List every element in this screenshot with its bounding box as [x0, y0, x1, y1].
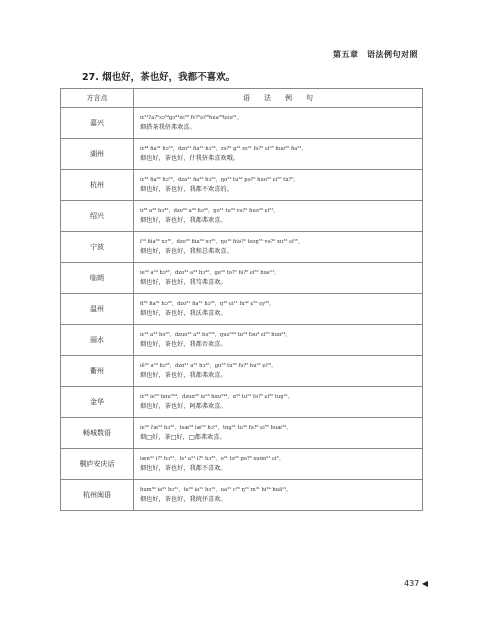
place-name: 畅城数语	[61, 418, 134, 449]
dialect-sentence: 烟也好，茶也好，我都弗欢喜。	[140, 217, 227, 224]
dialect-sentence: 烟也好，茶也好，我都弗欢喜。	[140, 372, 227, 379]
phonetic-transcription: iɪ³³ a³³ hɔ⁴⁵，dzo³³ a³³ hɔ⁴⁵，ŋo¹¹ tu³³ və?² huə³³ ɕi⁵¹。	[140, 208, 279, 214]
example-cell	[134, 232, 423, 263]
dialect-sentence: 烟也好，茶也好，我沃弗喜欢。	[140, 310, 227, 317]
example-cell	[134, 480, 423, 511]
example-cell	[134, 108, 423, 139]
example-cell	[134, 263, 423, 294]
place-name: 金华	[61, 387, 134, 418]
phonetic-transcription: hum³³ ia³¹ hɔ²¹，te³³ ia²¹ hɔ²¹，ua³¹ c²⁵ ŋ²¹ m³¹ hi²⁴ huā²¹。	[140, 487, 292, 493]
table-row	[61, 325, 423, 356]
dialect-sentence: 烟搭茶我侪弗欢喜。	[140, 124, 196, 131]
column-header-place: 方言点	[61, 89, 134, 108]
example-cell	[134, 294, 423, 325]
phonetic-transcription: iɛ²⁴ a³³ hə⁵⁵，dzuo²² a³³ hə⁵⁵⁴，ŋuo⁵⁴⁴ tu²⁴ fəu⁴ ɕi⁵⁵ huɑ²⁴。	[140, 332, 291, 338]
place-name: 丽水	[61, 325, 134, 356]
place-name: 绍兴	[61, 201, 134, 232]
dialect-sentence: 烟也好，茶也好，我都不欢喜的。	[140, 186, 233, 193]
phonetic-transcription: ie³³ a³³ hɔ⁴⁵，dzo³³ a³³ hɔ⁴⁵，ɡe²² tə?⁵ fə?⁵ ɕi⁵³ hue²¹。	[140, 270, 280, 276]
place-name: 宁波	[61, 232, 134, 263]
place-name: 杭州闽语	[61, 480, 134, 511]
table-row	[61, 108, 423, 139]
place-name: 温州	[61, 294, 134, 325]
phonetic-transcription: iɛ³³ ie⁵³ hɑu⁵⁴⁴，dzuɑ³³ ie⁵³ hɑu⁵⁴⁴，ɑ⁵³ tu⁵³ fə?⁵ ɕi⁵⁵ tuŋ²¹。	[140, 394, 293, 400]
phonetic-transcription: iæn³¹ i?⁵ hɔ²¹，ts¹ a³¹ i?⁵ hɔ³⁵，o²¹ tə²⁵ pə?⁵ xuɑn²¹ ɕi⁵。	[140, 456, 284, 462]
table-row	[61, 356, 423, 387]
table-row	[61, 449, 423, 480]
example-cell	[134, 139, 423, 170]
place-name: 衢州	[61, 356, 134, 387]
running-head: 第五章 语法例句对照	[333, 50, 418, 59]
table-row	[61, 263, 423, 294]
table-row	[61, 294, 423, 325]
table-header-row	[61, 89, 423, 108]
phonetic-transcription: ie³³ ʔæ⁵³ hɔ³⁵，tsæ⁵³ læ⁵³ hɔ²¹，tnɡ²¹ tu³³ fə?⁵ ɕi⁵⁵ huæ⁵³。	[140, 425, 292, 431]
example-cell	[134, 201, 423, 232]
dialect-sentence: 烟也好，茶也好，我统伓喜欢。	[140, 496, 227, 503]
table-body	[61, 108, 423, 511]
column-header-examples: 语 法 例 句	[134, 89, 423, 108]
dialect-sentence: 烟也好，茶也好，我笃弗喜欢。	[140, 279, 227, 286]
dialect-table	[60, 88, 423, 511]
phonetic-transcription: fi³³ ɦa³¹ hɔ³⁵，dzo³¹ ɦa³¹ hɔ³⁵，ŋ³⁵ ɕi¹¹ fu⁴² ɕ⁵⁵ ɕy³³。	[140, 301, 275, 307]
table-row	[61, 201, 423, 232]
table-row	[61, 418, 423, 449]
table-row	[61, 232, 423, 263]
place-name: 嘉兴	[61, 108, 134, 139]
example-cell	[134, 387, 423, 418]
place-name: 湖州	[61, 139, 134, 170]
example-cell	[134, 325, 423, 356]
example-cell	[134, 449, 423, 480]
page-number: 437 ◀	[404, 579, 428, 588]
table-row	[61, 480, 423, 511]
example-heading: 27. 烟也好，茶也好，我都不喜欢。	[82, 72, 236, 83]
phonetic-transcription: iɛ³³ ɦa⁵³ hɔ⁵³，dza³¹ ɦa³³ hɔ⁵³，ŋo⁵³ tu³³ pə?⁵ huo⁵⁵ ɕi⁵⁵ tiɪ?⁵。	[140, 177, 299, 183]
example-cell	[134, 170, 423, 201]
table-row	[61, 170, 423, 201]
dialect-sentence: 烟□好，茶□好，□都弗欢喜。	[140, 434, 226, 441]
phonetic-transcription: iɛ⁵³ʔa?⁵sɔ⁵³ɡɔ²³zɛ³³ fv?⁵ɕi⁵⁵hua³³tɕiə⁵¹。	[140, 115, 243, 121]
dialect-sentence: 烟也好，茶也好，我和总弗欢喜。	[140, 248, 233, 255]
example-cell	[134, 356, 423, 387]
dialect-sentence: 烟也好，茶也好，我都不喜欢。	[140, 465, 227, 472]
example-cell	[134, 418, 423, 449]
dialect-sentence: 烟也好，茶也好，什我侪弗喜欢哦。	[140, 155, 239, 162]
phonetic-transcription: iɛ⁴⁴ ɦa³¹ hɔ⁵³，dzo³¹ ɦa³¹ hɔ⁵³，zə?² ɡ³¹ zɛ³¹ fə?⁵ ɕi⁵⁵ huo⁵⁵ ɦa³¹。	[140, 146, 307, 152]
place-name: 临朗	[61, 263, 134, 294]
dialect-sentence: 烟也好，茶也好，阿都弗欢喜。	[140, 403, 227, 410]
table-row	[61, 139, 423, 170]
place-name: 杭州	[61, 170, 134, 201]
table-row	[61, 387, 423, 418]
dialect-sentence: 烟也好，茶也好，我都否欢喜。	[140, 341, 227, 348]
phonetic-transcription: i⁵³ ɦia³³ xɔ³⁵，dzo²³ ɦia³³ xɔ³⁵，ŋo¹³ ɦiə?² tsoŋ⁵⁵ və?² xu³³ ɕi⁵⁵。	[140, 239, 303, 245]
place-name: 桐庐安庆话	[61, 449, 134, 480]
phonetic-transcription: iẽ³² a³³ hɔ³⁵，dzɑ²¹ a²² hɔ³⁵，ɡu⁵³ tu³³ fə?⁵ hu²² ɕi⁵³。	[140, 363, 277, 369]
